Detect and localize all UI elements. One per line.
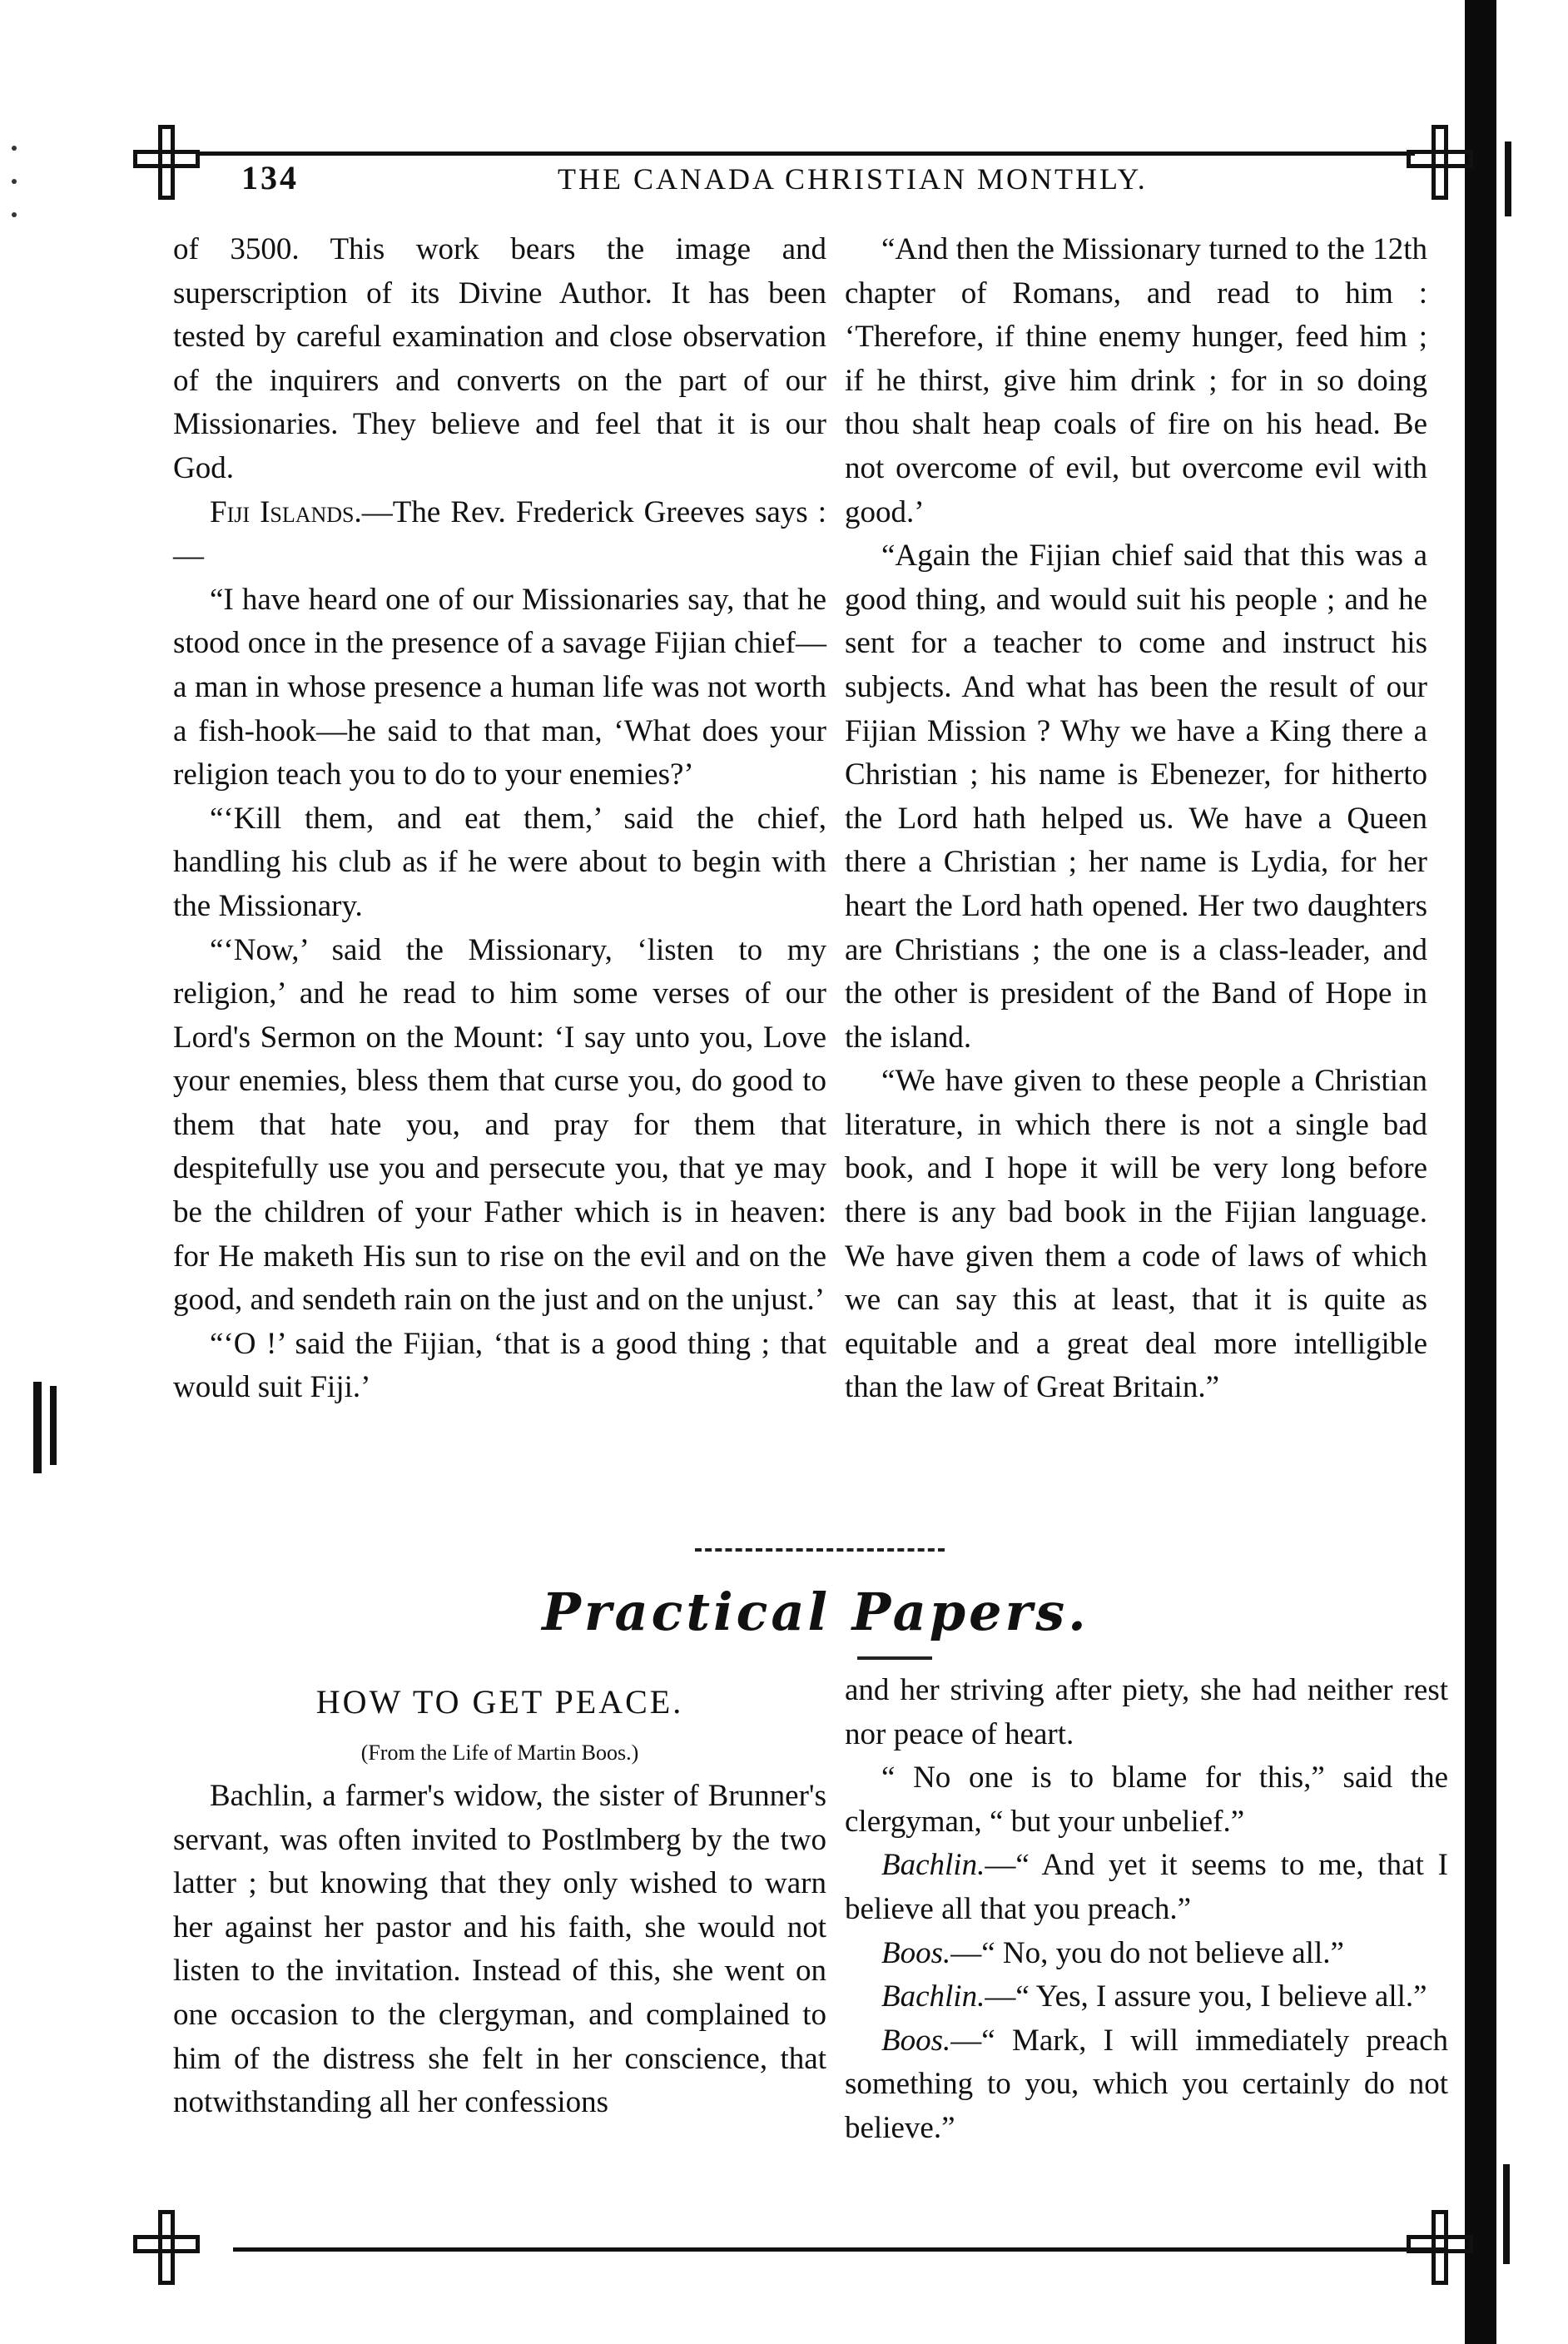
paragraph: “I have heard one of our Missionaries say, that he stood once in the presence of a savage Fijian chief—a man in whose presence a human life was not worth a fish-hook—he said to that man, ‘What does your religion teach you to do to your enemies?’ bbox=[173, 582, 826, 792]
speaker: Bachlin. bbox=[881, 1979, 985, 2014]
paragraph: “‘Kill them, and eat them,’ said the chief, handling his club as if he were about to begin with the Missionary. bbox=[173, 801, 826, 923]
column-top-left bbox=[173, 228, 826, 1410]
article-title: HOW TO GET PEACE. bbox=[315, 1683, 684, 1721]
margin-dot bbox=[12, 179, 17, 184]
dialogue-line bbox=[845, 1844, 1448, 1931]
margin-dot bbox=[12, 146, 17, 151]
footer-rule bbox=[233, 2247, 1448, 2252]
column-bottom-right bbox=[845, 1669, 1448, 2151]
dialogue-line bbox=[845, 1932, 1448, 1976]
article-subtitle: (From the Life of Martin Boos.) bbox=[360, 1741, 639, 1765]
column-bottom-left bbox=[173, 1673, 826, 2125]
run-in-heading: Fiji Islands. bbox=[210, 494, 362, 529]
dialogue-line bbox=[845, 1975, 1448, 2019]
running-title: THE CANADA CHRISTIAN MONTHLY. bbox=[558, 162, 1148, 196]
dialogue-text: —“ No, you do not believe all.” bbox=[950, 1935, 1344, 1970]
paragraph: “ No one is to blame for this,” said the clergyman, “ but your unbelief.” bbox=[845, 1760, 1448, 1839]
dialogue-line bbox=[845, 2019, 1448, 2151]
speaker: Bachlin. bbox=[881, 1848, 985, 1883]
section-divider bbox=[695, 1548, 945, 1555]
dialogue-text: —“ And yet it seems to me, that I believe all that you preach.” bbox=[845, 1848, 1448, 1926]
speaker: Boos. bbox=[881, 2023, 951, 2058]
paragraph: “Again the Fijian chief said that this was a good thing, and would suit his people ; and he sent for a teacher to come and instruct his subjects. And what has been the result of our Fijian Mission ? Why we have a King there a Christian ; his name is Ebenezer, for hitherto the Lord hath helped us. We have a Queen there a Christian ; her name is Lydia, for her heart the Lord hath opened. Her two daughters are Christians ; the one is a class-leader, and the other is president of the Band of Hope in the island. bbox=[845, 539, 1427, 1055]
paragraph: and her striving after piety, she had neither rest nor peace of heart. bbox=[845, 1673, 1448, 1751]
section-title-underline bbox=[857, 1656, 932, 1660]
margin-mark bbox=[33, 1382, 42, 1473]
corner-ornament-icon bbox=[133, 2210, 200, 2285]
paragraph: “‘O !’ said the Fijian, ‘that is a good thing ; that would suit Fiji.’ bbox=[173, 1326, 826, 1405]
margin-mark bbox=[50, 1386, 57, 1465]
section-title: Practical Papers. bbox=[542, 1582, 1089, 1642]
paragraph bbox=[173, 491, 826, 579]
page-number: 134 bbox=[241, 159, 299, 196]
dialogue-text: —“ Yes, I assure you, I believe all.” bbox=[985, 1979, 1427, 2014]
running-head bbox=[241, 158, 1407, 208]
paragraph: “And then the Missionary turned to the 12th chapter of Romans, and read to him : ‘Therefore, if thine enemy hunger, feed him ; if he thirst, give him drink ; for in so doing thou shalt heap coals of fire on his head. Be not overcome of evil, but overcome evil with good.’ bbox=[845, 232, 1427, 529]
corner-ornament-icon bbox=[133, 125, 200, 200]
corner-ornament-icon bbox=[1407, 125, 1473, 200]
margin-dot bbox=[12, 212, 17, 217]
spine-notch bbox=[1505, 142, 1511, 216]
paragraph: “‘Now,’ said the Missionary, ‘listen to my religion,’ and he read to him some verses of our Lord's Sermon on the Mount: ‘I say unto you, Love your enemies, bless them that curse you, do good to them that hate you, and pray for them that despitefully use you and persecute you, that ye may be the children of your Father which is in heaven: for He maketh His sun to rise on the evil and on the good, and sendeth rain on the just and on the unjust.’ bbox=[173, 932, 826, 1318]
paragraph: “We have given to these people a Christian literature, in which there is not a single bad book, and I hope it will be very long before there is any bad book in the Fijian language. We have given them a code of laws of which we can say this at least, that it is quite as equitable and a great deal more intelligible than the law of Great Britain.” bbox=[845, 1064, 1427, 1405]
header-rule bbox=[200, 151, 1415, 156]
spine-notch bbox=[1503, 2164, 1510, 2264]
page-spine-bar bbox=[1465, 0, 1496, 2344]
dialogue-text: —“ Mark, I will immediately preach something to you, which you certainly do not believe.” bbox=[845, 2023, 1448, 2145]
speaker: Boos. bbox=[881, 1935, 951, 1970]
paragraph: of 3500. This work bears the image and superscription of its Divine Author. It has been tested by careful examination and close observation of the inquirers and converts on the part of our Missionaries. They believe and feel that it is our God. bbox=[173, 232, 826, 485]
paragraph: Bachlin, a farmer's widow, the sister of Brunner's servant, was often invited to Postlmberg by the two latter ; but knowing that they only wished to warn her against her pastor and his faith, she would not listen to the invitation. Instead of this, she went on one occasion to the clergyman, and complained to him of the distress she felt in her conscience, that notwithstanding all her confessions bbox=[173, 1779, 826, 2120]
paragraph-text: —The Rev. Frederick Greeves says :— bbox=[173, 494, 827, 574]
column-top-right bbox=[845, 228, 1427, 1410]
